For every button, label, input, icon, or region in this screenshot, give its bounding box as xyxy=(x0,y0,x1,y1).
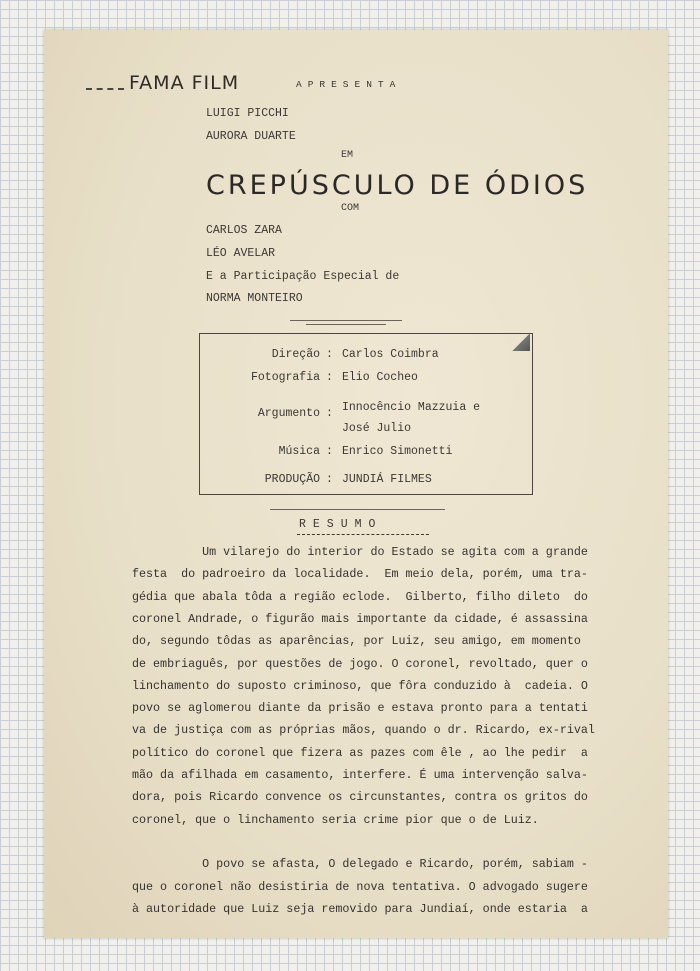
summary-line: do, segundo tôdas as aparências, por Luiz, seu amigo, em momento xyxy=(132,634,581,649)
star-1: LUIGI PICCHI xyxy=(206,107,289,120)
credit-label-fotografia: Fotografia xyxy=(250,371,320,384)
credit-label-producao: PRODUÇÃO xyxy=(264,473,320,486)
summary-line: festa do padroeiro da localidade. Em meio dela, porém, uma tra- xyxy=(132,567,588,582)
company-name: FAMA FILM xyxy=(129,72,240,94)
summary-line: coronel Andrade, o figurão mais importante da cidade, é assassina xyxy=(132,611,588,626)
summary-line: povo se aglomerou diante da prisão e estava pronto para a tentati xyxy=(132,701,588,716)
credit-colon: : xyxy=(326,371,333,384)
folded-corner xyxy=(512,333,530,351)
divider-ornament xyxy=(290,320,402,321)
summary-line: político do coronel que fizera as pazes com êle , ao lhe pedir a xyxy=(132,745,588,760)
credit-value-direcao: Carlos Coimbra xyxy=(342,348,439,361)
credit-label-argumento: Argumento xyxy=(257,407,320,420)
credit-label-direcao: Direção xyxy=(271,348,320,361)
divider-ornament-2 xyxy=(306,324,386,325)
cast-2: LÉO AVELAR xyxy=(206,247,276,260)
credit-value-musica: Enrico Simonetti xyxy=(342,445,453,458)
resumo-underline xyxy=(297,534,429,535)
cast-1: CARLOS ZARA xyxy=(206,224,282,237)
credit-value-argumento: Innocêncio Mazzuia e xyxy=(342,401,481,414)
summary-line: à autoridade que Luiz seja removido para Jundiaí, onde estaria a xyxy=(132,901,588,916)
summary-line: gédia que abala tôda a região eclode. Gilberto, filho dileto do xyxy=(132,589,588,604)
film-title: CREPÚSCULO DE ÓDIOS xyxy=(206,170,589,201)
summary-line: dora, pois Ricardo convence os circunstantes, contra os gritos do xyxy=(132,790,588,805)
handwritten-dash xyxy=(86,88,124,90)
summary-line: linchamento do suposto criminoso, que fôra conduzido à cadeia. O xyxy=(132,678,588,693)
credit-value-producao: JUNDIÁ FILMES xyxy=(342,473,432,486)
summary-line: Um vilarejo do interior do Estado se agita com a grande xyxy=(132,545,588,559)
document-page xyxy=(44,30,668,938)
summary-line: de embriaguês, por questões de jogo. O coronel, revoltado, quer o xyxy=(132,656,588,671)
em-label: EM xyxy=(341,150,354,161)
com-label: COM xyxy=(341,203,360,214)
credit-colon: : xyxy=(326,445,333,458)
credit-colon: : xyxy=(326,348,333,361)
resumo-heading: RESUMO xyxy=(299,518,383,531)
cast-3: NORMA MONTEIRO xyxy=(206,292,303,305)
summary-line: mão da afilhada em casamento, interfere. É uma intervenção salva- xyxy=(132,768,588,782)
summary-line: va de justiça com as próprias mãos, quando o dr. Ricardo, ex-rival xyxy=(132,723,595,738)
star-2: AURORA DUARTE xyxy=(206,130,296,143)
credit-colon: : xyxy=(326,407,333,420)
summary-line: coronel, que o linchamento seria crime pior que o de Luiz. xyxy=(132,812,539,827)
credit-colon: : xyxy=(326,473,333,486)
credit-label-musica: Música xyxy=(278,445,320,458)
apresenta-label: APRESENTA xyxy=(296,79,402,90)
summary-line: O povo se afasta, O delegado e Ricardo, porém, sabiam - xyxy=(132,857,588,872)
divider-ornament-3 xyxy=(270,509,445,510)
credit-value-fotografia: Elio Cocheo xyxy=(342,371,418,384)
participacao-line: E a Participação Especial de xyxy=(206,270,400,283)
summary-line: que o coronel não desistiria de nova tentativa. O advogado sugere xyxy=(132,879,588,894)
credit-value-argumento-2: José Julio xyxy=(342,422,412,435)
